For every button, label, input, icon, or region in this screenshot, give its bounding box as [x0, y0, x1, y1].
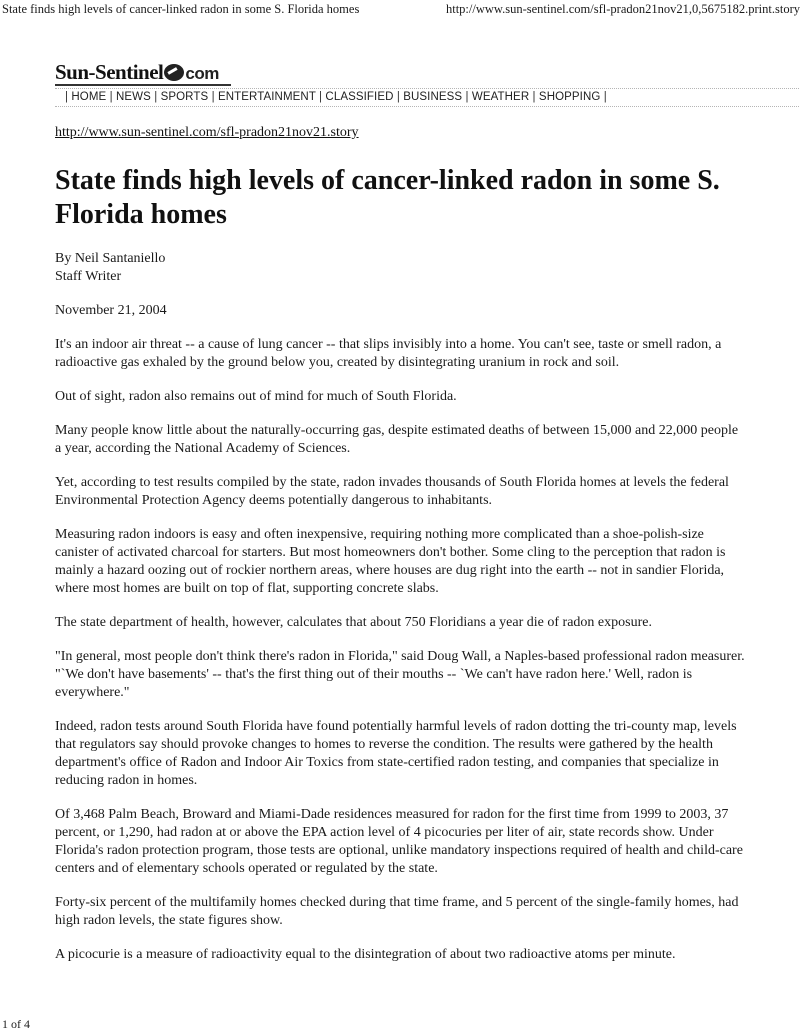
article-paragraph: Forty-six percent of the multifamily homes checked during that time frame, and 5 percent of the single-family homes, had high radon levels, the state figures show.: [55, 895, 739, 928]
article-paragraph: The state department of health, however, calculates that about 750 Floridians a year die of radon exposure.: [55, 615, 652, 630]
article-paragraph: Out of sight, radon also remains out of mind for much of South Florida.: [55, 389, 457, 404]
print-header-title: State finds high levels of cancer-linked radon in some S. Florida homes: [2, 2, 360, 16]
print-header: [0, 0, 800, 18]
nav-divider-bottom: [55, 106, 800, 107]
article-paragraph: Of 3,468 Palm Beach, Broward and Miami-Dade residences measured for radon for the first time from 1999 to 2003, 37 percent, or 1,290, had radon at or above the EPA action level of 4 picocuries per liter of air, state records show. Under Florida's radon protection program, those tests are optional, unlike mandatory inspections required of health and child-care centers and of elementary schools operated or regulated by the state.: [55, 807, 743, 876]
article-paragraph: Indeed, radon tests around South Florida have found potentially harmful levels of radon dotting the tri-county map, levels that regulators say should provoke changes to homes to reverse the condition. The results were gathered by the health department's office of Radon and Indoor Air Toxics from state-certified radon testing, and companies that specialize in reducing radon in homes.: [55, 719, 737, 788]
nav-item-shopping[interactable]: SHOPPING: [538, 91, 601, 103]
article-paragraph: A picocurie is a measure of radioactivity equal to the disintegration of about two radioactive atoms per minute.: [55, 947, 676, 962]
sunburst-icon: [164, 64, 184, 81]
byline-role: Staff Writer: [55, 269, 122, 284]
main-nav: | HOME | NEWS | SPORTS | ENTERTAINMENT | CLASSIFIED | BUSINESS | WEATHER | SHOPPING |: [65, 91, 607, 103]
article-paragraph: "In general, most people don't think there's radon in Florida," said Doug Wall, a Naples-based professional radon measurer. "`We don't have basements' -- that's the first thing out of their mouths -- `We can't have radon here.' Well, radon is everywhere.": [55, 649, 745, 700]
byline-author: By Neil Santaniello: [55, 251, 166, 266]
article-paragraph: Many people know little about the naturally-occurring gas, despite estimated deaths of between 15,000 and 22,000 people a year, according the National Academy of Sciences.: [55, 423, 739, 456]
nav-divider-top: [55, 88, 800, 89]
nav-item-business[interactable]: BUSINESS: [403, 91, 463, 103]
story-url-link[interactable]: http://www.sun-sentinel.com/sfl-pradon21nov21.story: [55, 125, 359, 140]
article-paragraph: Measuring radon indoors is easy and often inexpensive, requiring nothing more complicated than a shoe-polish-size canister of activated charcoal for starters. But most homeowners don't bother. Some cling to the perception that radon is mainly a hazard oozing out of rockier northern areas, where houses are dug right into the earth -- not in sandier Florida, where most homes are built on top of flat, supporting concrete slabs.: [55, 527, 726, 596]
article-body: [55, 250, 745, 980]
print-header-url: http://www.sun-sentinel.com/sfl-pradon21nov21,0,5675182.print.story: [445, 2, 800, 16]
logo-text: Sun-Sentinel: [55, 60, 164, 84]
article-paragraph: It's an indoor air threat -- a cause of lung cancer -- that slips invisibly into a home. You can't see, taste or smell radon, a radioactive gas exhaled by the ground below you, created by disintegrating uranium in rock and soil.: [55, 337, 722, 370]
nav-item-sports[interactable]: SPORTS: [160, 91, 209, 103]
article-date: November 21, 2004: [55, 303, 167, 318]
site-logo[interactable]: [55, 60, 219, 84]
byline: [55, 250, 745, 286]
nav-item-classified[interactable]: CLASSIFIED: [325, 91, 394, 103]
nav-item-home[interactable]: HOME: [71, 91, 107, 103]
nav-item-entertainment[interactable]: ENTERTAINMENT: [217, 91, 316, 103]
page-indicator: 1 of 4: [2, 1017, 30, 1031]
nav-item-weather[interactable]: WEATHER: [471, 91, 530, 103]
logo-suffix: com: [185, 64, 219, 83]
nav-item-news[interactable]: NEWS: [115, 91, 151, 103]
article-paragraph: Yet, according to test results compiled by the state, radon invades thousands of South Florida homes at levels the federal Environmental Protection Agency deems potentially dangerous to inhabitants.: [55, 475, 729, 508]
logo-underline: [55, 84, 231, 86]
article-headline: State finds high levels of cancer-linked radon in some S. Florida homes: [55, 165, 720, 230]
